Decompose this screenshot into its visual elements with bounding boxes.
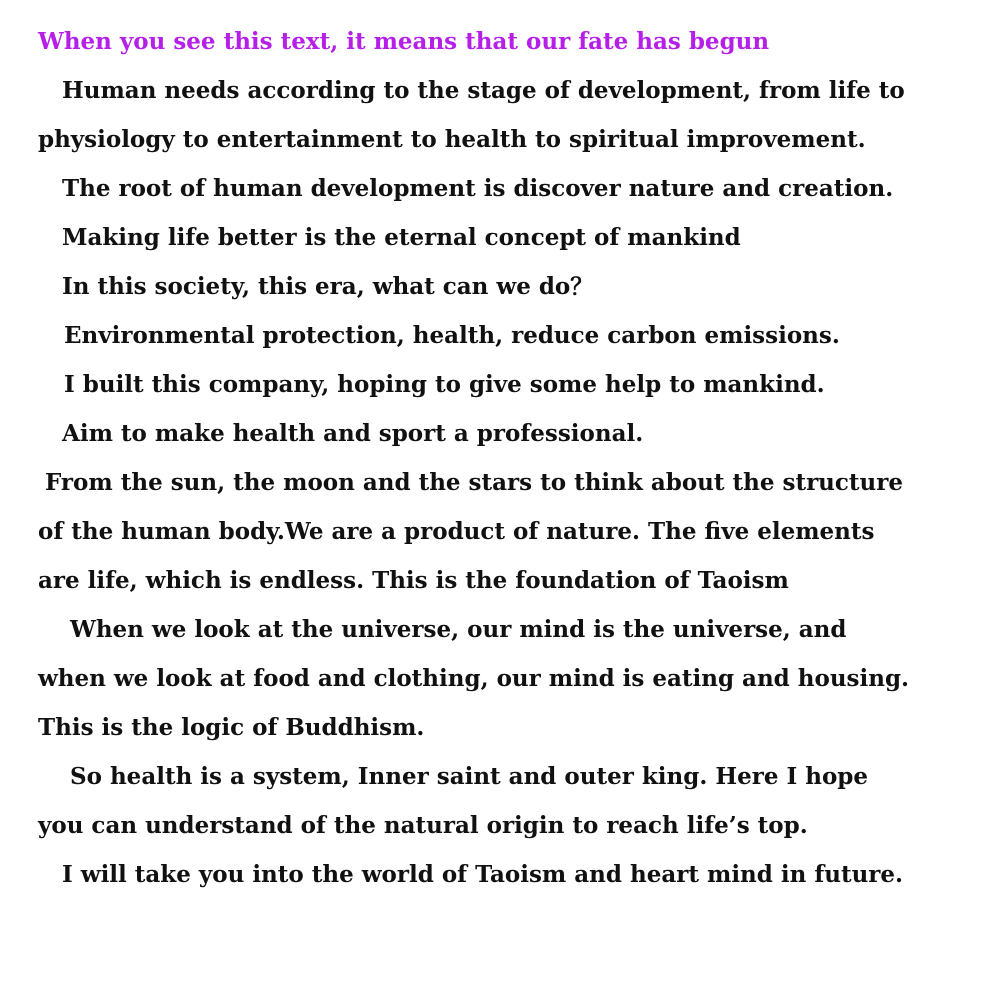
- text-line: This is the logic of Buddhism.: [38, 714, 425, 741]
- text-line: physiology to entertainment to health to spiritual improvement.: [38, 126, 866, 153]
- text-line: When we look at the universe, our mind is the universe, and: [70, 616, 847, 643]
- headline: When you see this text, it means that our fate has begun: [38, 28, 770, 55]
- text-line: are life, which is endless. This is the foundation of Taoism: [38, 567, 789, 594]
- text-line: Aim to make health and sport a professional.: [62, 420, 644, 447]
- text-line: of the human body.We are a product of nature. The five elements: [38, 518, 875, 545]
- text-line: Human needs according to the stage of development, from life to: [62, 77, 905, 104]
- text-line: From the sun, the moon and the stars to think about the structure: [45, 469, 904, 496]
- text-line: The root of human development is discover nature and creation.: [62, 175, 894, 202]
- text-line: Environmental protection, health, reduce carbon emissions.: [64, 322, 840, 349]
- text-line: when we look at food and clothing, our mind is eating and housing.: [38, 665, 910, 692]
- text-line: you can understand of the natural origin to reach life’s top.: [38, 812, 808, 839]
- text-line: So health is a system, Inner saint and outer king. Here I hope: [70, 763, 869, 790]
- text-line: I will take you into the world of Taoism and heart mind in future.: [62, 861, 904, 888]
- text-line: Making life better is the eternal concept of mankind: [62, 224, 741, 251]
- text-line: I built this company, hoping to give some help to mankind.: [64, 371, 825, 398]
- text-line: In this society, this era, what can we do？: [62, 273, 594, 300]
